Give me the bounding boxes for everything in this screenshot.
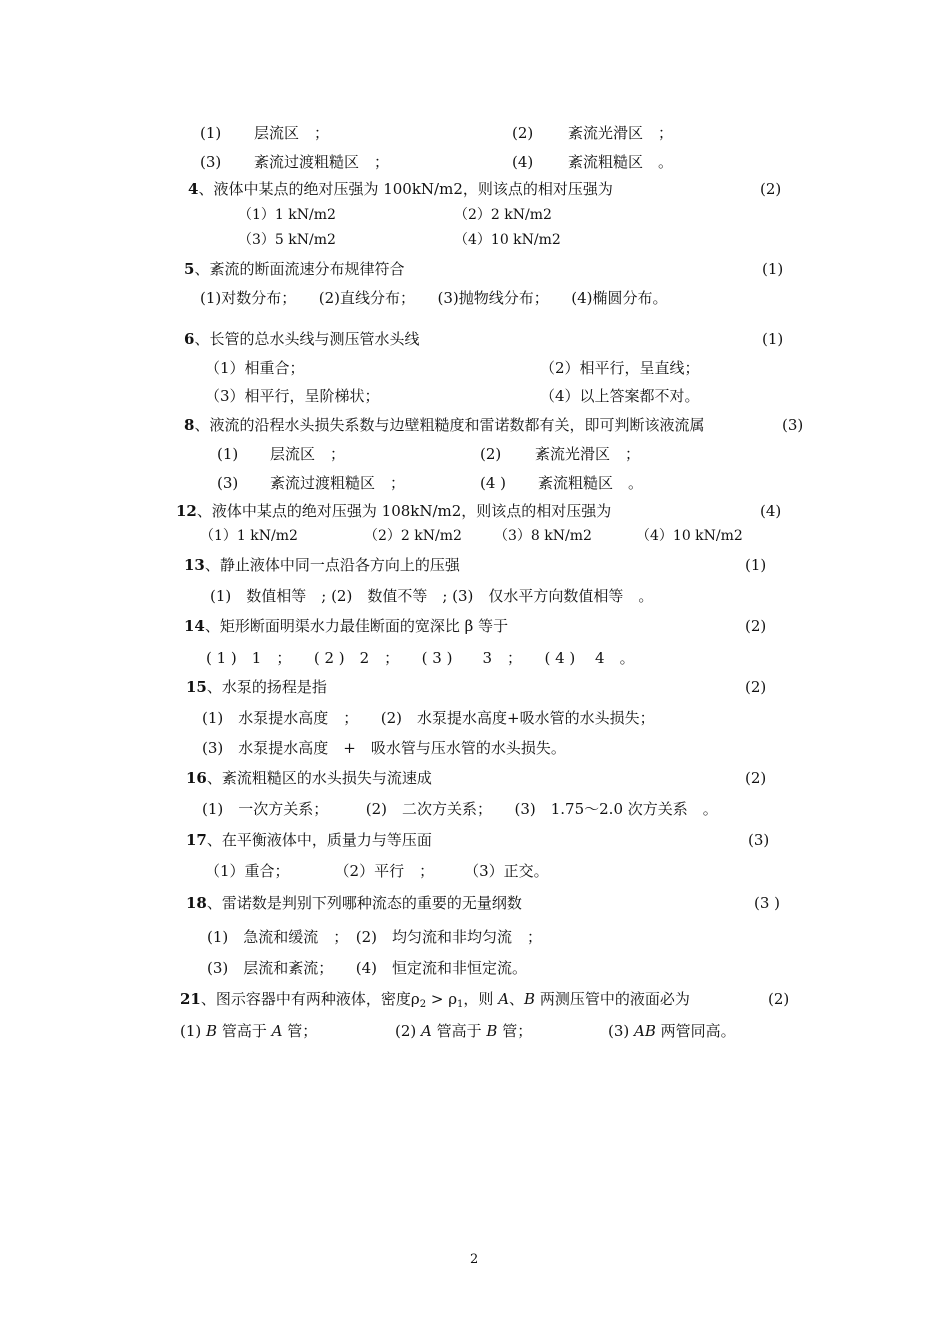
q4-opt1: （1）1 kN/m2 <box>238 207 336 223</box>
q3-opt2-num: (2) <box>512 124 534 142</box>
q12-stem: 、液体中某点的绝对压强为 108kN/m2，则该点的相对压强为 <box>196 502 612 520</box>
q5-options: (1)对数分布； (2)直线分布； (3)抛物线分布； (4)椭圆分布。 <box>200 289 668 307</box>
q4-stem: 、液体中某点的绝对压强为 100kN/m2，则该点的相对压强为 <box>198 180 613 198</box>
q21-opt2-tube-a: A <box>421 1022 432 1040</box>
q21-stem-b: ，则 <box>463 990 499 1008</box>
q18-answer: (3 ) <box>754 894 781 912</box>
page-number: 2 <box>470 1252 479 1267</box>
q18-options-line1: (1) 急流和缓流 ； (2) 均匀流和非均匀流 ； <box>207 928 542 946</box>
q4-opt2: （2）2 kN/m2 <box>454 207 552 223</box>
tube-b-label: B <box>524 990 536 1008</box>
q8-answer: (3) <box>782 416 804 434</box>
greater-than: > <box>426 990 449 1008</box>
q21-opt2-num: (2) <box>395 1022 422 1040</box>
q4-number: 4 <box>188 180 199 198</box>
q8-number: 8 <box>184 416 195 434</box>
q14-number: 14 <box>184 617 205 635</box>
q15-options-line1: (1) 水泵提水高度 ； (2) 水泵提水高度+吸水管的水头损失； <box>202 709 655 727</box>
q6-opt2: （2）相平行，呈直线； <box>540 359 700 377</box>
q12-opt3: （3）8 kN/m2 <box>494 528 592 544</box>
q21-opt1-end: 管； <box>282 1022 318 1040</box>
q5-question <box>184 260 404 278</box>
q21-opt2 <box>395 1022 532 1040</box>
q3-opt3: 紊流过渡粗糙区 ； <box>254 153 390 171</box>
q12-opt2: （2）2 kN/m2 <box>364 528 462 544</box>
q21-opt2-end: 管； <box>497 1022 533 1040</box>
q3-opt4-num: (4) <box>512 153 534 171</box>
rho-1-symbol: ρ <box>448 990 458 1008</box>
q15-question <box>186 678 327 696</box>
q14-answer: (2) <box>745 617 767 635</box>
q6-opt4: （4）以上答案都不对。 <box>540 387 700 405</box>
q6-number: 6 <box>184 330 195 348</box>
q8-opt2: 紊流光滑区 ； <box>535 445 641 463</box>
q8-stem: 、液流的沿程水头损失系数与边壁粗糙度和雷诺数都有关，即可判断该液流属 <box>194 416 705 434</box>
q3-opt3-num: (3) <box>200 153 222 171</box>
q8-question <box>184 416 704 434</box>
q21-opt2-tube-b: B <box>486 1022 498 1040</box>
q15-options-line2: (3) 水泵提水高度 + 吸水管与压水管的水头损失。 <box>202 739 566 757</box>
q12-opt4: （4）10 kN/m2 <box>636 528 743 544</box>
q21-opt1-tube-b: B <box>206 1022 218 1040</box>
q8-opt2-num: (2) <box>480 445 502 463</box>
q17-options: （1）重合； （2）平行 ； （3）正交。 <box>205 862 549 880</box>
q6-question <box>184 330 419 348</box>
q12-opt1: （1）1 kN/m2 <box>200 528 298 544</box>
q21-opt3 <box>608 1022 736 1040</box>
q21-stem-c: 两测压管中的液面必为 <box>535 990 690 1008</box>
q15-number: 15 <box>186 678 207 696</box>
q17-answer: (3) <box>748 831 770 849</box>
q3-opt1: 层流区 ； <box>254 124 330 142</box>
q21-opt3-num: (3) <box>608 1022 635 1040</box>
q4-question <box>188 180 613 198</box>
q3-opt4: 紊流粗糙区 。 <box>568 153 674 171</box>
q13-answer: (1) <box>745 556 767 574</box>
q14-options: ( 1 ) 1 ； ( 2 ) 2 ； ( 3 ) 3 ； ( 4 ) 4 。 <box>206 649 635 667</box>
rho-1-subscript: 1 <box>457 999 464 1010</box>
q21-separator: 、 <box>509 990 525 1008</box>
q12-answer: (4) <box>760 502 782 520</box>
q17-number: 17 <box>186 831 207 849</box>
q14-stem: 、矩形断面明渠水力最佳断面的宽深比 β 等于 <box>204 617 509 635</box>
q21-opt3-text: 两管同高。 <box>655 1022 736 1040</box>
q8-opt3-num: (3) <box>217 474 239 492</box>
q12-question <box>176 502 611 520</box>
q4-opt3: （3）5 kN/m2 <box>238 232 336 248</box>
q14-question <box>184 617 508 635</box>
q16-stem: 、紊流粗糙区的水头损失与流速成 <box>206 769 432 787</box>
q15-answer: (2) <box>745 678 767 696</box>
q21-opt1-num: (1) <box>180 1022 207 1040</box>
q21-opt1 <box>180 1022 317 1040</box>
q13-stem: 、静止液体中同一点沿各方向上的压强 <box>204 556 460 574</box>
q3-opt2: 紊流光滑区 ； <box>568 124 674 142</box>
q8-opt4-num: (4 ) <box>480 474 507 492</box>
rho-2-symbol: ρ <box>410 990 420 1008</box>
q4-opt4: （4）10 kN/m2 <box>454 232 561 248</box>
q13-question <box>184 556 460 574</box>
q21-number: 21 <box>180 990 201 1008</box>
q21-stem-a: 、图示容器中有两种液体，密度 <box>200 990 411 1008</box>
rho-2-subscript: 2 <box>419 999 427 1010</box>
q21-opt2-text: 管高于 <box>431 1022 487 1040</box>
q6-opt1: （1）相重合； <box>205 359 305 377</box>
q21-opt1-text: 管高于 <box>217 1022 272 1040</box>
q6-opt3: （3）相平行，呈阶梯状； <box>205 387 380 405</box>
q21-answer: (2) <box>768 990 790 1008</box>
q18-stem: 、雷诺数是判别下列哪种流态的重要的无量纲数 <box>206 894 522 912</box>
q8-opt3: 紊流过渡粗糙区 ； <box>270 474 406 492</box>
q17-question <box>186 831 432 849</box>
q17-stem: 、在平衡液体中，质量力与等压面 <box>206 831 432 849</box>
q5-answer: (1) <box>762 260 784 278</box>
q18-number: 18 <box>186 894 207 912</box>
tube-a-label: A <box>498 990 510 1008</box>
q13-number: 13 <box>184 556 205 574</box>
q21-question <box>180 990 690 1014</box>
q8-opt1-num: (1) <box>217 445 239 463</box>
q8-opt1: 层流区 ； <box>270 445 346 463</box>
q4-answer: (2) <box>760 180 782 198</box>
q16-question <box>186 769 432 787</box>
q6-answer: (1) <box>762 330 784 348</box>
q5-number: 5 <box>184 260 195 278</box>
q5-stem: 、紊流的断面流速分布规律符合 <box>194 260 405 278</box>
q8-opt4: 紊流粗糙区 。 <box>538 474 644 492</box>
q13-options: (1) 数值相等 ; (2) 数值不等 ; (3) 仅水平方向数值相等 。 <box>210 587 654 605</box>
q15-stem: 、水泵的扬程是指 <box>206 678 327 696</box>
q21-opt1-tube-a: A <box>271 1022 283 1040</box>
q16-options: (1) 一次方关系； (2) 二次方关系； (3) 1.75～2.0 次方关系 。 <box>202 800 718 818</box>
q21-opt3-tubes: AB <box>634 1022 656 1040</box>
q6-stem: 、长管的总水头线与测压管水头线 <box>194 330 420 348</box>
q18-options-line2: (3) 层流和紊流； (4) 恒定流和非恒定流。 <box>207 959 527 977</box>
q12-number: 12 <box>176 502 197 520</box>
q3-opt1-num: (1) <box>200 124 222 142</box>
q18-question <box>186 894 522 912</box>
q16-number: 16 <box>186 769 207 787</box>
q16-answer: (2) <box>745 769 767 787</box>
